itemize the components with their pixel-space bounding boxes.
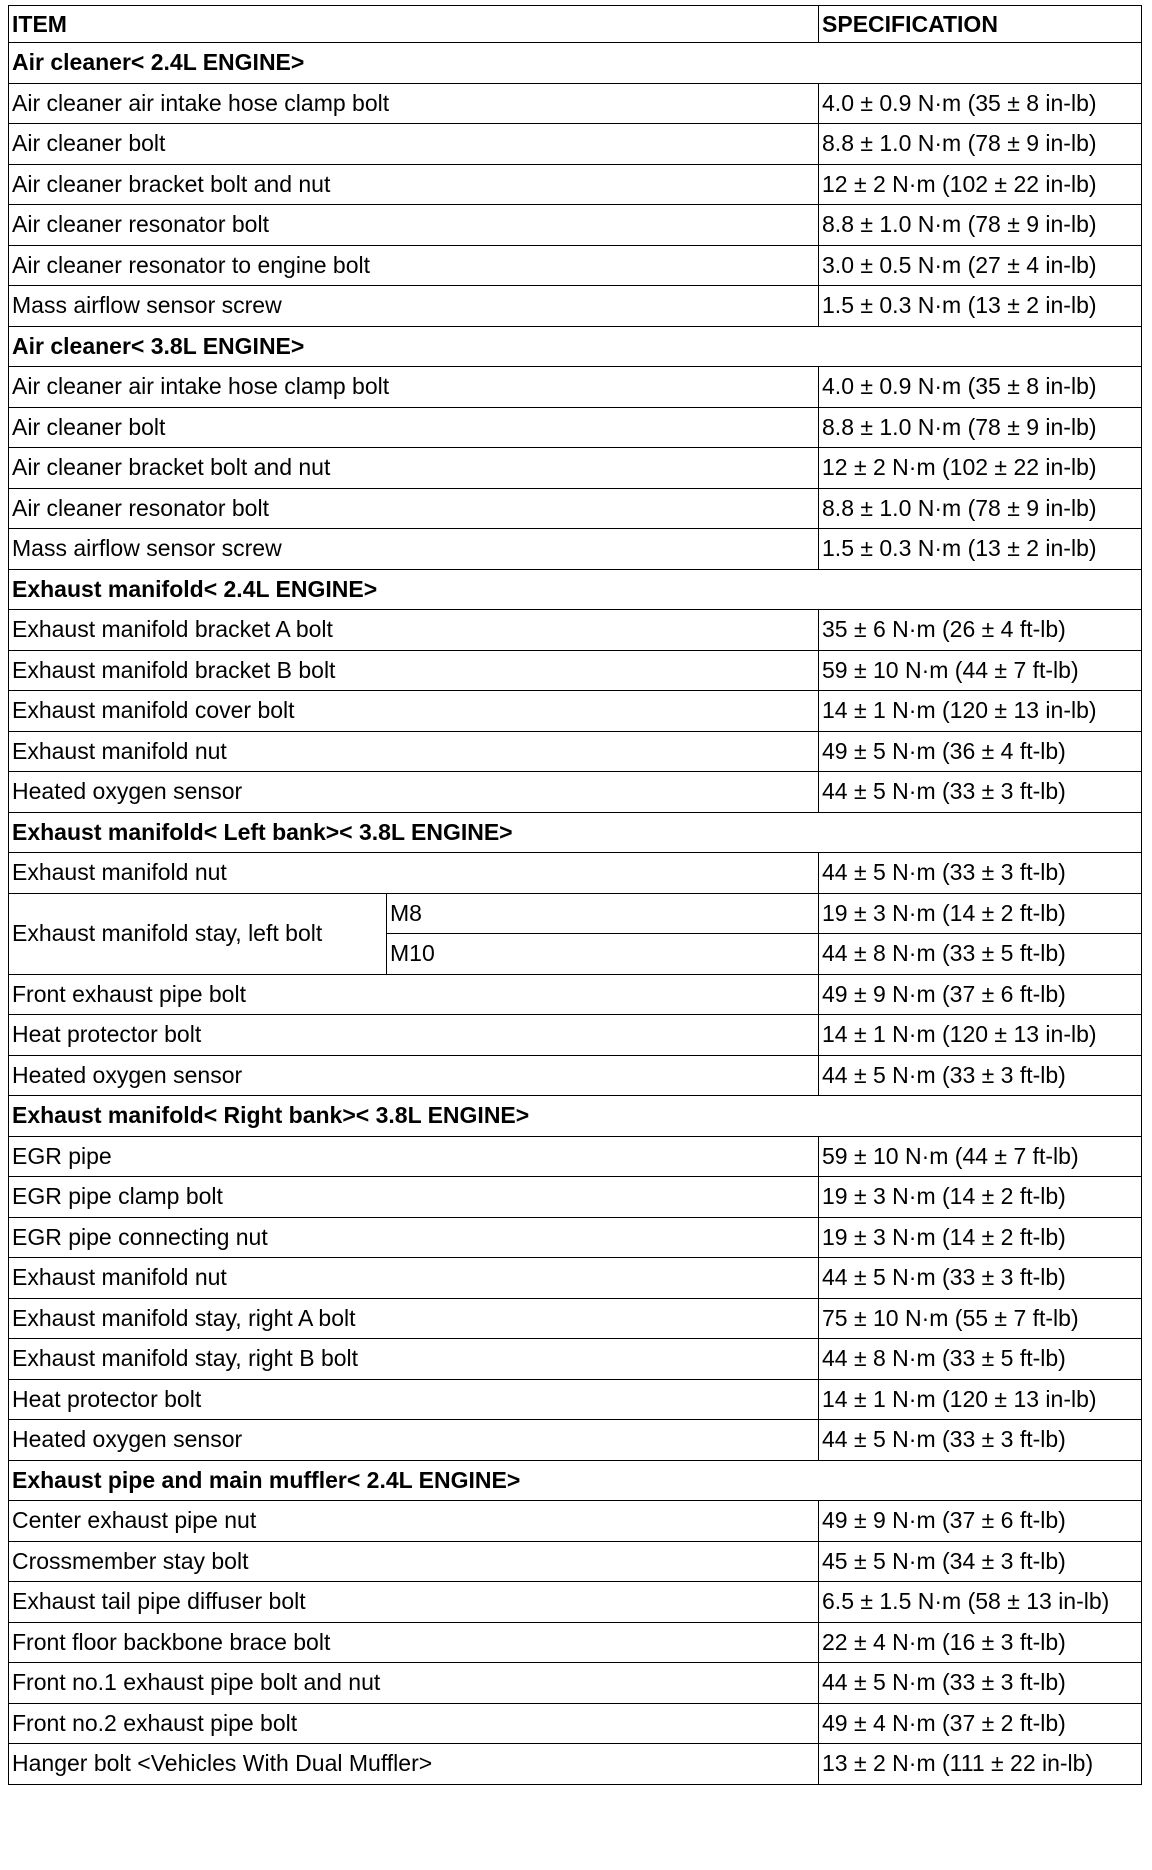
item-cell: Air cleaner bolt <box>9 407 819 448</box>
item-cell: Heated oxygen sensor <box>9 1055 819 1096</box>
spec-cell: 19 ± 3 N·m (14 ± 2 ft-lb) <box>819 1217 1142 1258</box>
torque-spec-table <box>8 5 1142 1785</box>
item-cell: Air cleaner resonator to engine bolt <box>9 245 819 286</box>
spec-cell: 45 ± 5 N·m (34 ± 3 ft-lb) <box>819 1541 1142 1582</box>
spec-cell: 44 ± 5 N·m (33 ± 3 ft-lb) <box>819 1258 1142 1299</box>
table-row <box>9 772 1142 813</box>
item-cell: EGR pipe connecting nut <box>9 1217 819 1258</box>
spec-cell: 6.5 ± 1.5 N·m (58 ± 13 in-lb) <box>819 1582 1142 1623</box>
spec-cell: 12 ± 2 N·m (102 ± 22 in-lb) <box>819 448 1142 489</box>
table-row <box>9 691 1142 732</box>
section-title: Exhaust pipe and main muffler< 2.4L ENGINE> <box>9 1460 1142 1501</box>
table-row <box>9 1744 1142 1785</box>
table-row <box>9 529 1142 570</box>
spec-cell: 59 ± 10 N·m (44 ± 7 ft-lb) <box>819 650 1142 691</box>
section-title: Exhaust manifold< 2.4L ENGINE> <box>9 569 1142 610</box>
table-row <box>9 1055 1142 1096</box>
item-cell: Front floor backbone brace bolt <box>9 1622 819 1663</box>
table-row <box>9 1622 1142 1663</box>
section-title: Exhaust manifold< Left bank>< 3.8L ENGINE> <box>9 812 1142 853</box>
table-row <box>9 610 1142 651</box>
section-header-row <box>9 43 1142 84</box>
spec-cell: 4.0 ± 0.9 N·m (35 ± 8 in-lb) <box>819 83 1142 124</box>
spec-cell: 49 ± 5 N·m (36 ± 4 ft-lb) <box>819 731 1142 772</box>
table-row <box>9 164 1142 205</box>
table-row <box>9 1379 1142 1420</box>
item-cell: Heat protector bolt <box>9 1379 819 1420</box>
table-row <box>9 367 1142 408</box>
table-row <box>9 650 1142 691</box>
spec-cell: 44 ± 5 N·m (33 ± 3 ft-lb) <box>819 772 1142 813</box>
spec-cell: 44 ± 5 N·m (33 ± 3 ft-lb) <box>819 853 1142 894</box>
item-cell: Air cleaner bolt <box>9 124 819 165</box>
table-row <box>9 245 1142 286</box>
table-row <box>9 448 1142 489</box>
table-row <box>9 1420 1142 1461</box>
item-cell: Air cleaner resonator bolt <box>9 205 819 246</box>
table-row <box>9 407 1142 448</box>
item-cell: Heat protector bolt <box>9 1015 819 1056</box>
spec-cell: 14 ± 1 N·m (120 ± 13 in-lb) <box>819 1379 1142 1420</box>
table-row <box>9 853 1142 894</box>
item-cell: Mass airflow sensor screw <box>9 286 819 327</box>
torque-spec-document <box>8 5 1142 1785</box>
table-row <box>9 1703 1142 1744</box>
section-title: Air cleaner< 2.4L ENGINE> <box>9 43 1142 84</box>
table-row <box>9 1258 1142 1299</box>
section-header-row <box>9 1096 1142 1137</box>
size-cell: M10 <box>387 934 819 975</box>
table-row <box>9 1501 1142 1542</box>
item-cell: Exhaust manifold nut <box>9 853 819 894</box>
table-row <box>9 1339 1142 1380</box>
table-row <box>9 1582 1142 1623</box>
spec-cell: 13 ± 2 N·m (111 ± 22 in-lb) <box>819 1744 1142 1785</box>
item-cell: Exhaust manifold stay, right B bolt <box>9 1339 819 1380</box>
spec-cell: 14 ± 1 N·m (120 ± 13 in-lb) <box>819 1015 1142 1056</box>
section-header-row <box>9 1460 1142 1501</box>
spec-cell: 8.8 ± 1.0 N·m (78 ± 9 in-lb) <box>819 488 1142 529</box>
spec-cell: 19 ± 3 N·m (14 ± 2 ft-lb) <box>819 893 1142 934</box>
spec-cell: 44 ± 5 N·m (33 ± 3 ft-lb) <box>819 1663 1142 1704</box>
item-cell: Heated oxygen sensor <box>9 772 819 813</box>
item-cell: Air cleaner resonator bolt <box>9 488 819 529</box>
item-cell: EGR pipe <box>9 1136 819 1177</box>
spec-cell: 8.8 ± 1.0 N·m (78 ± 9 in-lb) <box>819 124 1142 165</box>
item-cell: Mass airflow sensor screw <box>9 529 819 570</box>
spec-cell: 49 ± 9 N·m (37 ± 6 ft-lb) <box>819 1501 1142 1542</box>
item-cell: Air cleaner bracket bolt and nut <box>9 448 819 489</box>
header-row <box>9 6 1142 43</box>
section-header-row <box>9 812 1142 853</box>
table-row <box>9 893 1142 934</box>
item-cell: EGR pipe clamp bolt <box>9 1177 819 1218</box>
table-row <box>9 83 1142 124</box>
item-column-header: ITEM <box>9 6 819 43</box>
table-row <box>9 1136 1142 1177</box>
item-cell: Exhaust manifold nut <box>9 1258 819 1299</box>
section-header-row <box>9 326 1142 367</box>
spec-cell: 59 ± 10 N·m (44 ± 7 ft-lb) <box>819 1136 1142 1177</box>
table-body <box>9 43 1142 1785</box>
section-header-row <box>9 569 1142 610</box>
spec-cell: 44 ± 5 N·m (33 ± 3 ft-lb) <box>819 1420 1142 1461</box>
table-row <box>9 124 1142 165</box>
spec-cell: 1.5 ± 0.3 N·m (13 ± 2 in-lb) <box>819 286 1142 327</box>
spec-cell: 44 ± 8 N·m (33 ± 5 ft-lb) <box>819 934 1142 975</box>
item-cell: Exhaust tail pipe diffuser bolt <box>9 1582 819 1623</box>
spec-cell: 14 ± 1 N·m (120 ± 13 in-lb) <box>819 691 1142 732</box>
item-cell: Center exhaust pipe nut <box>9 1501 819 1542</box>
section-title: Air cleaner< 3.8L ENGINE> <box>9 326 1142 367</box>
table-row <box>9 731 1142 772</box>
item-cell: Exhaust manifold nut <box>9 731 819 772</box>
spec-cell: 75 ± 10 N·m (55 ± 7 ft-lb) <box>819 1298 1142 1339</box>
table-row <box>9 1663 1142 1704</box>
table-row <box>9 1217 1142 1258</box>
spec-cell: 35 ± 6 N·m (26 ± 4 ft-lb) <box>819 610 1142 651</box>
table-row <box>9 974 1142 1015</box>
spec-cell: 49 ± 9 N·m (37 ± 6 ft-lb) <box>819 974 1142 1015</box>
table-row <box>9 286 1142 327</box>
spec-cell: 44 ± 5 N·m (33 ± 3 ft-lb) <box>819 1055 1142 1096</box>
spec-cell: 8.8 ± 1.0 N·m (78 ± 9 in-lb) <box>819 407 1142 448</box>
item-cell: Heated oxygen sensor <box>9 1420 819 1461</box>
item-cell: Front no.2 exhaust pipe bolt <box>9 1703 819 1744</box>
spec-cell: 19 ± 3 N·m (14 ± 2 ft-lb) <box>819 1177 1142 1218</box>
spec-cell: 44 ± 8 N·m (33 ± 5 ft-lb) <box>819 1339 1142 1380</box>
table-row <box>9 1015 1142 1056</box>
table-row <box>9 1177 1142 1218</box>
table-row <box>9 1541 1142 1582</box>
item-cell: Air cleaner air intake hose clamp bolt <box>9 367 819 408</box>
spec-cell: 3.0 ± 0.5 N·m (27 ± 4 in-lb) <box>819 245 1142 286</box>
item-cell: Exhaust manifold bracket A bolt <box>9 610 819 651</box>
size-cell: M8 <box>387 893 819 934</box>
item-cell: Air cleaner air intake hose clamp bolt <box>9 83 819 124</box>
item-cell: Air cleaner bracket bolt and nut <box>9 164 819 205</box>
spec-cell: 4.0 ± 0.9 N·m (35 ± 8 in-lb) <box>819 367 1142 408</box>
item-cell: Exhaust manifold stay, left bolt <box>9 893 387 974</box>
item-cell: Exhaust manifold stay, right A bolt <box>9 1298 819 1339</box>
item-cell: Front exhaust pipe bolt <box>9 974 819 1015</box>
item-cell: Exhaust manifold bracket B bolt <box>9 650 819 691</box>
spec-cell: 22 ± 4 N·m (16 ± 3 ft-lb) <box>819 1622 1142 1663</box>
table-row <box>9 488 1142 529</box>
table-row <box>9 1298 1142 1339</box>
item-cell: Hanger bolt <Vehicles With Dual Muffler> <box>9 1744 819 1785</box>
table-row <box>9 205 1142 246</box>
item-cell: Front no.1 exhaust pipe bolt and nut <box>9 1663 819 1704</box>
specification-column-header: SPECIFICATION <box>819 6 1142 43</box>
item-cell: Exhaust manifold cover bolt <box>9 691 819 732</box>
item-cell: Crossmember stay bolt <box>9 1541 819 1582</box>
spec-cell: 8.8 ± 1.0 N·m (78 ± 9 in-lb) <box>819 205 1142 246</box>
spec-cell: 1.5 ± 0.3 N·m (13 ± 2 in-lb) <box>819 529 1142 570</box>
section-title: Exhaust manifold< Right bank>< 3.8L ENGINE> <box>9 1096 1142 1137</box>
spec-cell: 49 ± 4 N·m (37 ± 2 ft-lb) <box>819 1703 1142 1744</box>
spec-cell: 12 ± 2 N·m (102 ± 22 in-lb) <box>819 164 1142 205</box>
